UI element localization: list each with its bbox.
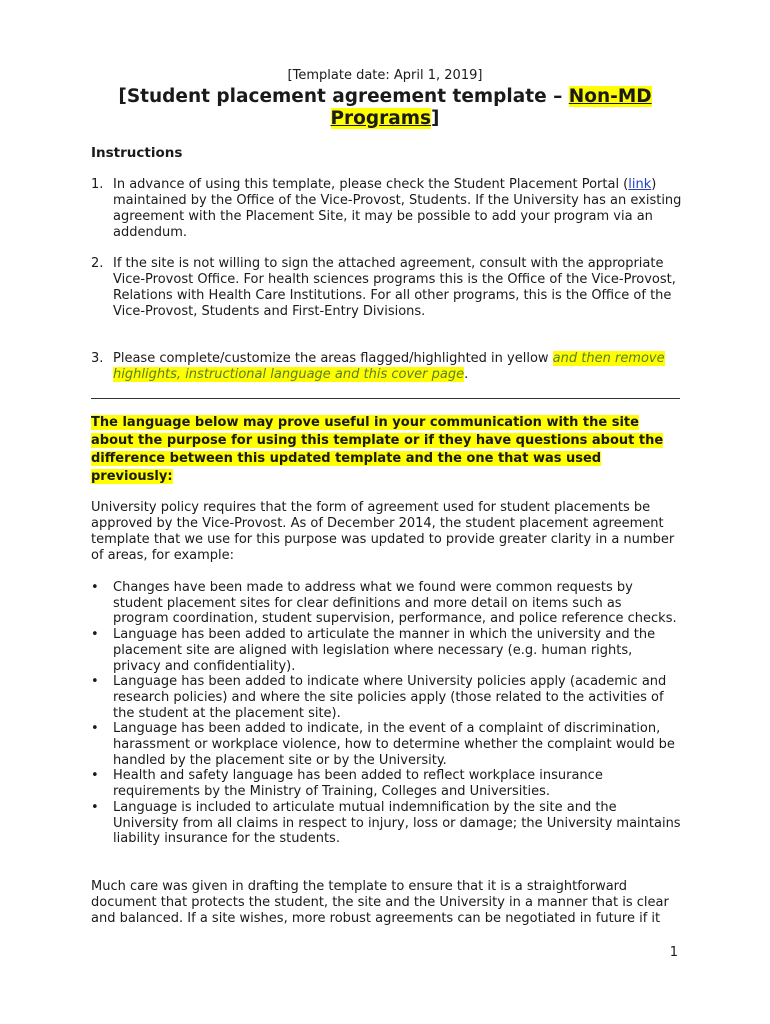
- bullet-text: Language is included to articulate mutual indemnification by the site and the University from all claims in respect to injury, loss or damage; the University maintains liability insurance for the students.: [113, 799, 681, 847]
- title-highlight: Non-MD Programs: [330, 86, 652, 129]
- bullet-item: [91, 674, 681, 721]
- bullet-marker: •: [91, 768, 99, 784]
- instruction-number: 2.: [91, 256, 104, 271]
- bullet-item: [91, 768, 681, 799]
- highlighted-instruction: and then remove highlights, instructional language and this cover page: [113, 351, 665, 382]
- document-title: [100, 86, 670, 130]
- instruction-text-part: Please complete/customize the areas flagged/highlighted in yellow: [113, 351, 553, 366]
- callout-text: The language below may prove useful in your communication with the site about the purpose for using this template or if they have questions about the difference between this updated template and the one that was used previously:: [91, 415, 664, 484]
- instruction-text: [113, 351, 683, 383]
- horizontal-rule: [91, 398, 680, 399]
- bullet-marker: •: [91, 721, 99, 737]
- instructions-heading: Instructions: [91, 145, 183, 161]
- title-prefix: [Student placement agreement template –: [118, 86, 569, 107]
- closing-paragraph: Much care was given in drafting the template to ensure that it is a straightforward document that protects the student, the site and the University in a manner that is clear and balanced. If a site wishes, more robust agreements can be negotiated in future if it: [91, 879, 669, 926]
- bullet-item: [91, 721, 681, 768]
- bullet-text: Language has been added to indicate where University policies apply (academic and research policies) and where the site policies apply (those related to the activities of the student at the placement site).: [113, 674, 667, 721]
- page-number: 1: [669, 945, 678, 960]
- instruction-number: 3.: [91, 351, 104, 366]
- bullet-text: Language has been added to articulate the manner in which the university and the placement site are aligned with legislation where necessary (e.g. human rights, privacy and confidentiality).: [113, 627, 656, 674]
- bullet-marker: •: [91, 799, 99, 815]
- bullet-item: [91, 580, 681, 627]
- instruction-text-part: ) maintained by the Office of the Vice-Provost, Students. If the University has an existing agreement with the Placement Site, it may be possible to add your program via an addendum.: [113, 177, 682, 240]
- portal-link[interactable]: link: [628, 177, 652, 192]
- bullet-text: Changes have been made to address what we found were common requests by student placement sites for clear definitions and more detail on items such as program coordination, student supervision, performance, and police reference checks.: [113, 580, 677, 627]
- bullet-marker: •: [91, 627, 99, 643]
- instruction-text: [113, 177, 683, 241]
- bullet-text: Language has been added to indicate, in the event of a complaint of discrimination, harassment or workplace violence, how to determine whether the complaint would be handled by the placement site or by the University.: [113, 721, 675, 768]
- bullet-list: [91, 580, 681, 847]
- instruction-number: 1.: [91, 177, 104, 192]
- instruction-text-part: In advance of using this template, please check the Student Placement Portal (: [113, 177, 629, 192]
- instruction-text: If the site is not willing to sign the attached agreement, consult with the appropriate Vice-Provost Office. For health sciences programs this is the Office of the Vice-Provost, Relations with Health Care Institutions. For all other programs, this is the Office of the Vice-Provost, Students and First-Entry Divisions.: [113, 256, 676, 319]
- bullet-marker: •: [91, 674, 99, 690]
- callout-highlighted: [91, 414, 681, 486]
- bullet-item: [91, 627, 681, 674]
- template-date: [Template date: April 1, 2019]: [287, 68, 483, 83]
- bullet-marker: •: [91, 580, 99, 595]
- bullet-item: [91, 800, 681, 847]
- intro-paragraph: University policy requires that the form of agreement used for student placements be approved by the Vice-Provost. As of December 2014, the student placement agreement template that we use for this purpose was updated to provide greater clarity in a number of areas, for example:: [91, 500, 675, 563]
- bullet-text: Health and safety language has been added to reflect workplace insurance requirements by the Ministry of Training, Colleges and Universities.: [113, 768, 603, 800]
- instruction-text-part: .: [464, 367, 469, 382]
- title-suffix: ]: [431, 108, 440, 129]
